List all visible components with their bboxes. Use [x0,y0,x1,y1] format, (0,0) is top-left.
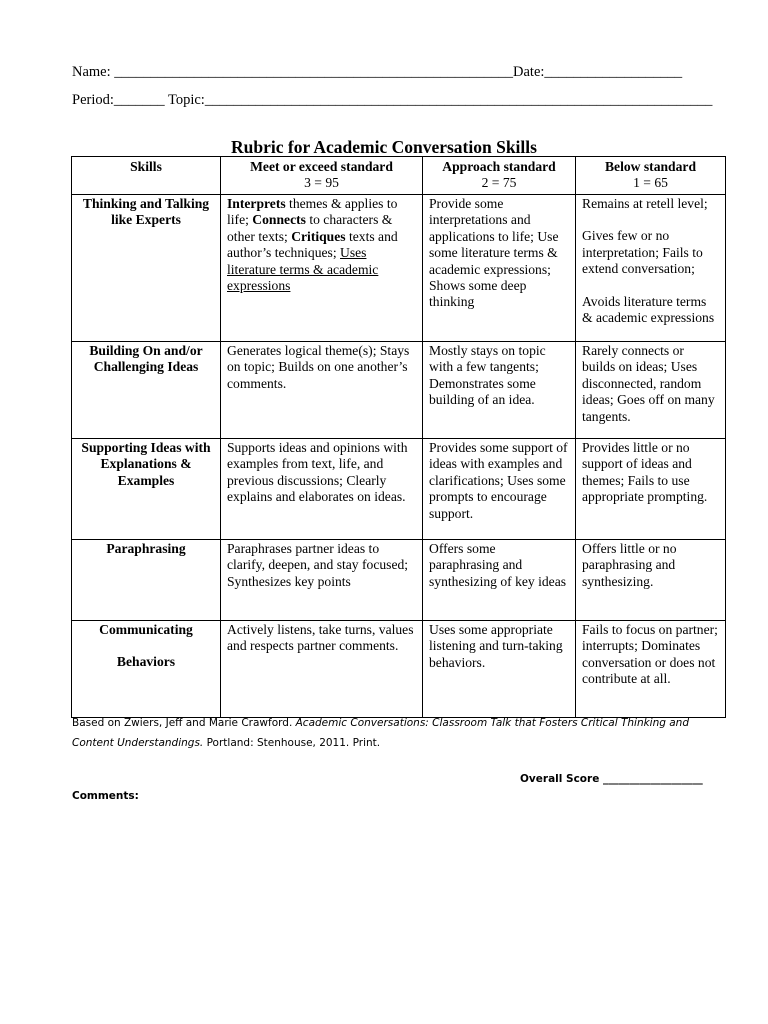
meet-cell: Actively listens, take turns, values and respects partner comments. [221,621,423,718]
skill-cell: Building On and/or Challenging Ideas [72,342,221,439]
approach-cell: Mostly stays on topic with a few tangents; Demonstrates some building of an idea. [423,342,576,439]
below-cell: Remains at retell level; Gives few or no interpretation; Fails to extend conversation; Avoids literature terms & academic expressions [576,195,726,342]
skill-cell: Supporting Ideas with Explanations & Examples [72,439,221,540]
approach-cell: Provide some interpretations and applications to life; Use some literature terms & academic expressions; Shows some deep thinking [423,195,576,342]
col-header-meet: Meet or exceed standard 3 = 95 [221,157,423,195]
meet-cell: Supports ideas and opinions with examples from text, life, and previous discussions; Clearly explains and elaborates on ideas. [221,439,423,540]
table-row [72,342,726,439]
table-row [72,439,726,540]
score-approach: 2 = 75 [481,175,517,191]
below-cell: Rarely connects or builds on ideas; Uses disconnected, random ideas; Goes off on many tangents. [576,342,726,439]
meet-cell: Paraphrases partner ideas to clarify, deepen, and stay focused; Synthesizes key points [221,540,423,621]
page-title: Rubric for Academic Conversation Skills [231,137,537,157]
header-row [72,157,726,195]
period-topic-line: Period:_______ Topic:______________________________________________________________________ [72,92,713,108]
approach-cell: Offers some paraphrasing and synthesizing of key ideas [423,540,576,621]
score-meet: 3 = 95 [304,175,339,191]
table-row [72,621,726,718]
approach-cell: Uses some appropriate listening and turn-taking behaviors. [423,621,576,718]
name-date-line: Name: _______________________________________________________Date:___________________ [72,64,683,80]
table-row [72,540,726,621]
below-cell: Fails to focus on partner; interrupts; Dominates conversation or does not contribute at all. [576,621,726,718]
comments-label: Comments: [72,790,139,802]
col-header-approach: Approach standard 2 = 75 [423,157,576,195]
table-row [72,195,726,342]
rubric-table [71,156,726,718]
meet-cell: Generates logical theme(s); Stays on topic; Builds on one another’s comments. [221,342,423,439]
col-header-skills: Skills [72,157,221,195]
citation-line-1: Based on Zwiers, Jeff and Marie Crawford. Academic Conversations: Classroom Talk that Fosters Critical Thinking and [72,717,690,729]
overall-score-line: Overall Score ___________________ [520,773,703,785]
meet-cell: Interprets themes & applies to life; Connects to characters & other texts; Critiques texts and author’s techniques; Uses literature terms & academic expressions [221,195,423,342]
col-header-below: Below standard 1 = 65 [576,157,726,195]
below-cell: Offers little or no paraphrasing and synthesizing. [576,540,726,621]
skill-cell: Paraphrasing [72,540,221,621]
skill-cell: Communicating Behaviors [72,621,221,718]
citation-line-2: Content Understandings. Portland: Stenhouse, 2011. Print. [72,737,381,749]
below-cell: Provides little or no support of ideas and themes; Fails to use appropriate prompting. [576,439,726,540]
score-below: 1 = 65 [633,175,668,191]
skill-cell: Thinking and Talking like Experts [72,195,221,342]
approach-cell: Provides some support of ideas with examples and clarifications; Uses some prompts to encourage support. [423,439,576,540]
